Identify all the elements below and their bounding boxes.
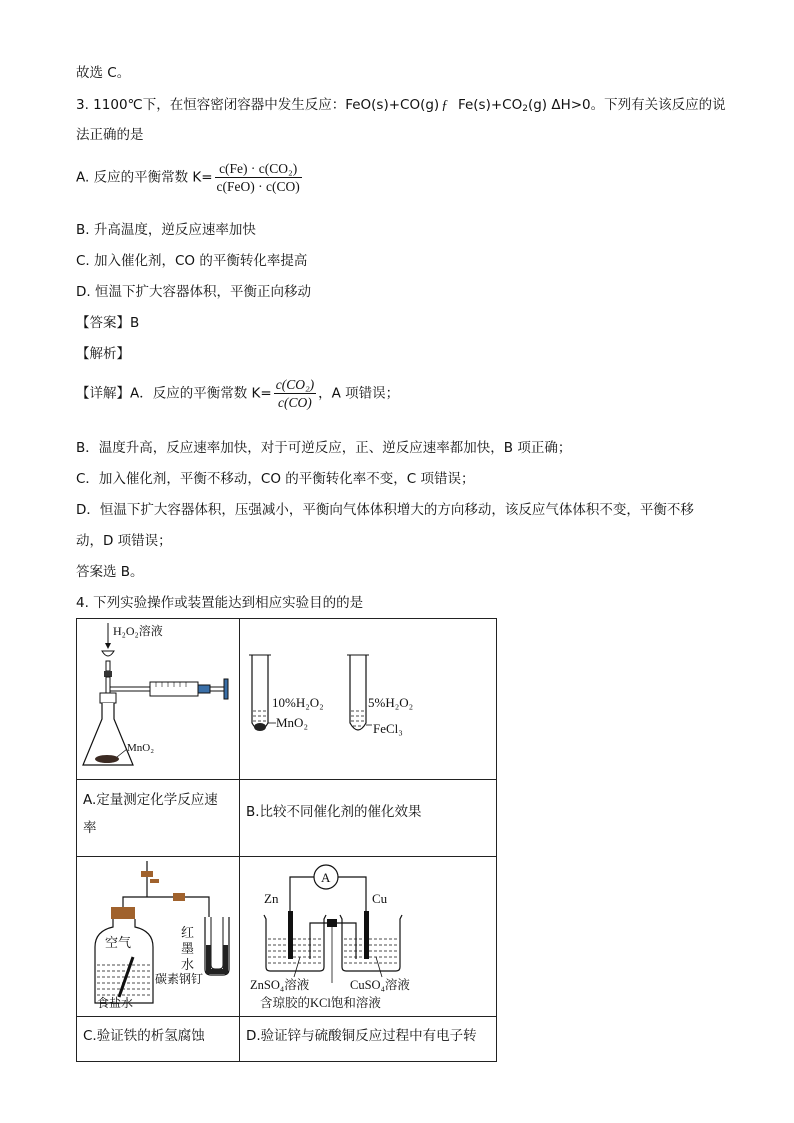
cu-electrode — [364, 911, 369, 959]
red-ink-label-1: 红 — [181, 925, 195, 940]
valve-handle — [150, 879, 159, 883]
q3-stem-part-b: Fe(s)+CO — [457, 97, 523, 113]
u-tube-inner — [211, 917, 223, 969]
figure-a-apparatus — [77, 619, 239, 775]
caption-c-text: C.验证铁的析氢腐蚀 — [83, 1028, 205, 1044]
air-label: 空气 — [105, 935, 132, 950]
figure-b-apparatus — [240, 619, 496, 775]
syringe-handle — [224, 679, 228, 699]
wire-right — [338, 877, 366, 913]
option-a-prefix: A. 反应的平衡常数 K= — [76, 169, 213, 186]
detail-a-numerator: c(CO₂) — [275, 377, 315, 392]
mno2-label-a: MnO₂ — [127, 742, 155, 754]
cuso4-label: CuSO₄溶液 — [350, 978, 410, 992]
red-ink-label-2: 墨 — [181, 941, 195, 956]
q3-stem-part-c: (g) ΔH>0。下列有关该反应的说 — [527, 97, 726, 113]
zn-label: Zn — [264, 891, 279, 906]
znso4-label: ZnSO₄溶液 — [250, 978, 310, 992]
tube-1-label: 10%H₂O₂ — [272, 695, 324, 710]
tube-joint — [173, 893, 185, 901]
q3-option-b: B. 升高温度，逆反应速率加快 — [76, 222, 256, 238]
bottle-stopper — [111, 907, 135, 919]
salt-bridge-plug — [327, 919, 337, 927]
test-tube-1 — [252, 655, 268, 730]
znso4-pointer — [294, 957, 300, 977]
arrow-head — [105, 643, 111, 649]
q3-analysis-heading: 【解析】 — [76, 346, 130, 362]
red-ink-bottom — [210, 969, 224, 974]
caption-d — [240, 1017, 497, 1062]
q3-final-answer: 答案选 B。 — [76, 564, 144, 580]
zn-electrode — [288, 911, 293, 959]
mno2-solid — [95, 755, 119, 763]
q4-options-table — [76, 618, 497, 1062]
connecting-tube — [123, 897, 209, 917]
caption-d-text: D.验证锌与硫酸铜反应过程中有电子转 — [246, 1028, 477, 1044]
caption-a-line2: 率 — [83, 820, 97, 836]
q3-stem-line2: 法正确的是 — [76, 127, 144, 143]
detail-a-suffix: ，A 项错误； — [318, 385, 400, 402]
syringe-rod — [210, 687, 224, 691]
q3-option-d: D. 恒温下扩大容器体积，平衡正向移动 — [76, 284, 311, 300]
caption-a-line1: A.定量测定化学反应速 — [83, 792, 218, 808]
dropping-funnel — [102, 651, 114, 656]
nail-label: 碳素钢钉 — [155, 972, 204, 986]
solution-lines — [268, 939, 398, 963]
side-tube — [110, 687, 150, 691]
valve-body — [141, 871, 153, 877]
q3-option-a — [76, 160, 304, 195]
stopcock — [104, 671, 112, 677]
detail-a-denominator: c(CO) — [278, 395, 312, 410]
wire-left — [290, 877, 314, 913]
red-ink-label-3: 水 — [181, 957, 195, 972]
caption-a — [77, 780, 240, 857]
salt-bridge — [310, 923, 356, 959]
caption-b-text: B.比较不同催化剂的催化效果 — [246, 804, 422, 820]
ammeter-label: A — [321, 870, 331, 885]
cu-label: Cu — [372, 891, 388, 906]
detail-a-fraction — [274, 376, 316, 411]
q3-detail-d-line1: D．恒温下扩大容器体积，压强减小，平衡向气体体积增大的方向移动，该反应气体体积不变，平衡不移 — [76, 502, 694, 518]
figure-d-apparatus — [240, 857, 496, 1012]
salt-bridge-label: 含琼胶的KCl饱和溶液 — [260, 996, 381, 1010]
figure-c-apparatus — [77, 857, 239, 1012]
caption-b — [240, 780, 497, 857]
previous-answer: 故选 C。 — [76, 65, 131, 81]
mno2-powder — [254, 723, 266, 731]
syringe-plunger-seal — [198, 685, 210, 693]
reaction-bottle — [95, 919, 153, 1003]
h2o2-label: H₂O₂溶液 — [113, 624, 163, 638]
cuso4-pointer — [376, 957, 382, 977]
test-tube-2 — [350, 655, 366, 730]
q3-detail-c: C．加入催化剂，平衡不移动，CO 的平衡转化率不变，C 项错误； — [76, 471, 475, 487]
option-a-denominator: c(FeO) · c(CO) — [216, 179, 300, 194]
figure-d-cell — [240, 857, 497, 1017]
option-a-fraction — [215, 160, 302, 195]
figure-c-cell — [77, 857, 240, 1017]
tube-2-catalyst: FeCl₃ — [373, 721, 403, 736]
q3-stem-line1: 3. 1100℃下，在恒容密闭容器中发生反应：FeO(s)+CO(g) ƒ $Fe(s)+CO_2(g)$ ΔH>0。下列有关该反应的说 — [76, 97, 726, 114]
flask-stopper — [100, 693, 116, 703]
q3-detail-a — [76, 376, 399, 411]
q3-detail-b: B．温度升高，反应速率加快，对于可逆反应，正、逆反应速率都加快，B 项正确； — [76, 440, 572, 456]
option-a-numerator: c(Fe) · c(CO₂) — [215, 160, 302, 178]
caption-c — [77, 1017, 240, 1062]
funnel-stem — [106, 661, 110, 671]
brine-label: 食盐水 — [97, 996, 134, 1010]
q3-answer: 【答案】B — [76, 315, 140, 331]
tube-2-label: 5%H₂O₂ — [368, 695, 414, 710]
q3-option-c: C. 加入催化剂，CO 的平衡转化率提高 — [76, 253, 308, 269]
funnel-tube — [106, 677, 110, 693]
figure-a-cell — [77, 619, 240, 780]
tube-1-catalyst: MnO₂ — [276, 715, 308, 730]
equilibrium-symbol: ƒ — [441, 97, 448, 112]
detail-a-prefix: 【详解】A．反应的平衡常数 K= — [76, 385, 272, 402]
q4-stem: 4. 下列实验操作或装置能达到相应实验目的的是 — [76, 595, 364, 611]
figure-b-cell — [240, 619, 497, 780]
q3-stem-part-a: 3. 1100℃下，在恒容密闭容器中发生反应：FeO(s)+CO(g) — [76, 97, 440, 113]
q3-detail-d-line2: 动，D 项错误； — [76, 533, 172, 549]
